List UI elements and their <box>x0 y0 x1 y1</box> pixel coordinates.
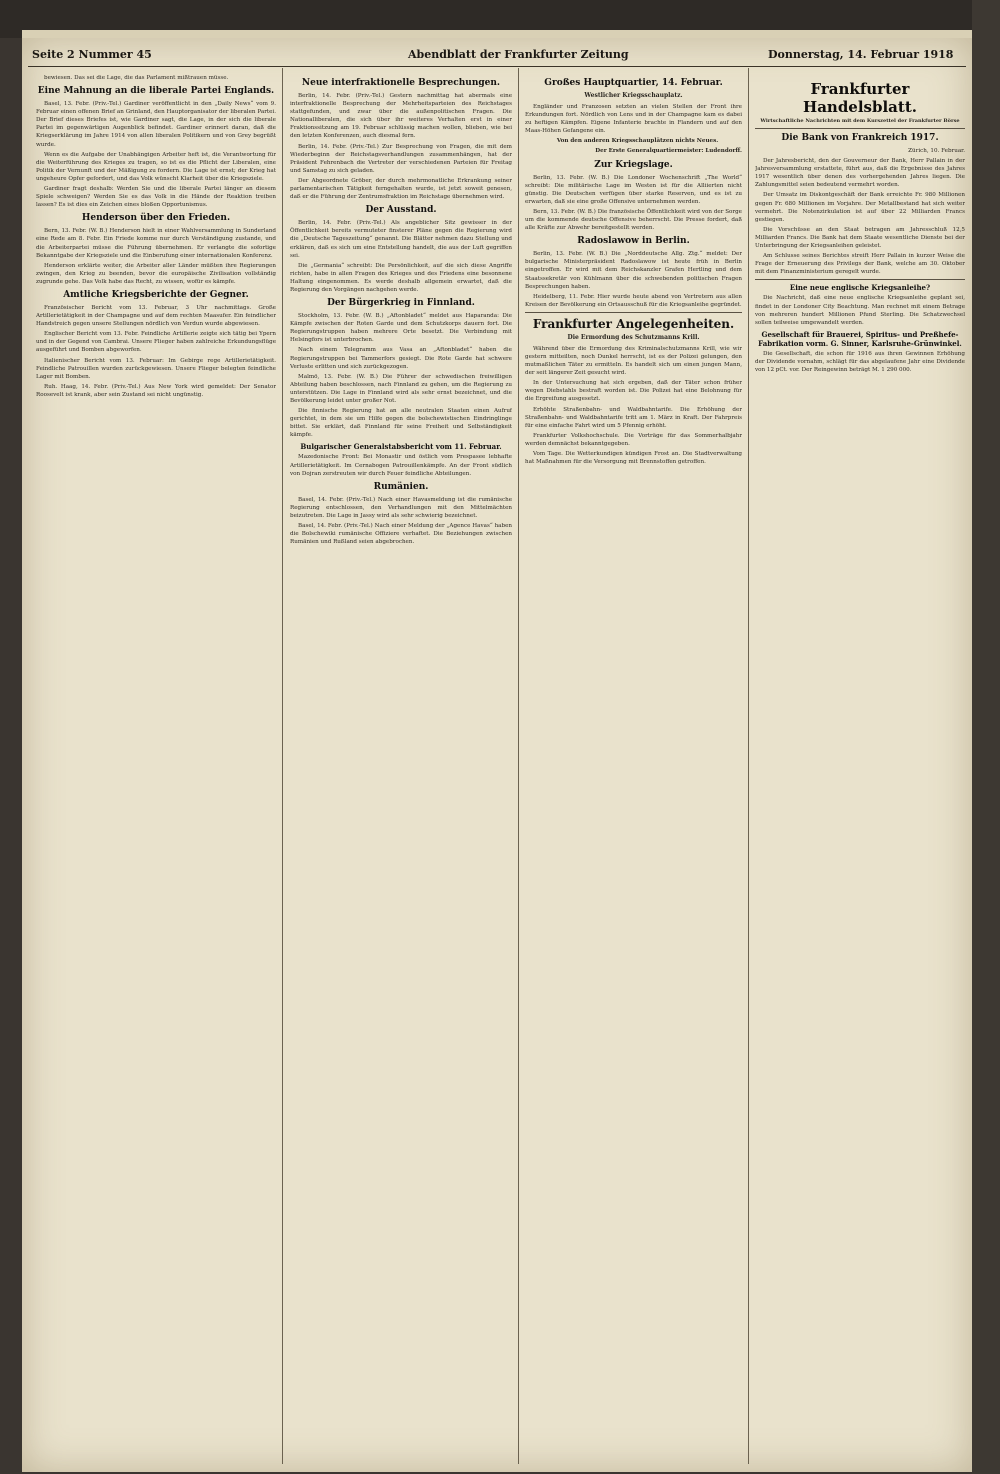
article-text: Der Abgeordnete Gröber, der durch mehrmonatliche Erkrankung seiner parlamentarischen Tätigkeit ferngehalten wurde, ist jetzt soweit genesen, daß er die Führung der Zentrumsfraktion im Reichstage übernehmen wird. <box>290 177 512 201</box>
section-subtitle: Wirtschaftliche Nachrichten mit dem Kurszettel der Frankfurter Börse <box>760 118 960 124</box>
dateline: Zürich, 10. Februar. <box>908 148 965 154</box>
article-text: Die Nachricht, daß eine neue englische Kriegsanleihe geplant sei, findet in der Londoner City Beachtung. Man rechnet mit einem Betrage von mehreren hundert Millionen Pfund Sterling. Die Schatzwechsel sollen teilweise umgewandelt werden. <box>755 295 965 326</box>
header-center: Abendblatt der Frankfurter Zeitung <box>408 48 629 61</box>
article-text: Italienischer Bericht vom 13. Februar: Im Gebirge rege Artillerietätigkeit. Feindliche Patrouillen wurden zurückgewiesen. Unsere Flieger belegten feindliche Lager mit Bomben. <box>36 357 276 380</box>
column-1 <box>36 74 276 1464</box>
article-heading: Großes Hauptquartier, 14. Februar. <box>544 78 723 88</box>
article-subheading: Westlicher Kriegsschauplatz. <box>584 92 683 99</box>
article-text: Der Umsatz im Diskontgeschäft der Bank erreichte Fr. 980 Millionen gegen Fr. 680 Millionen im Vorjahre. Der Metallbestand hat sich weiter vermehrt. Die Notenzirkulation ist auf über 22 Milliarden Francs gestiegen. <box>755 192 965 223</box>
column-separator <box>748 68 749 1464</box>
article-text: Die finnische Regierung hat an alle neutralen Staaten einen Aufruf gerichtet, in dem sie um Hilfe gegen die bolschewistischen Eindringlinge bittet. Sie erklärt, daß Finnland für seine Freiheit und Selbständigkeit kämpfe. <box>290 408 512 439</box>
article-text: Die Vorschüsse an den Staat betragen am Jahresschluß 12,5 Milliarden Francs. Die Bank hat dem Staate wesentliche Dienste bei der Unterbringung der Kriegsanleihen geleistet. <box>755 226 965 250</box>
header-left: Seite 2 Nummer 45 <box>32 48 152 61</box>
article-text: Heidelberg, 11. Febr. Hier wurde heute abend von Vertretern aus allen Kreisen der Bevölkerung ein Ortsausschuß für die Kriegsanleihe gegründet. <box>525 293 742 308</box>
divider <box>755 279 965 280</box>
column-3 <box>525 74 742 1464</box>
article-heading: Zur Kriegslage. <box>594 159 673 170</box>
article-text: Englischer Bericht vom 13. Febr. Feindliche Artillerie zeigte sich tätig bei Ypern und in der Gegend von Cambrai. Unsere Flieger haben zahlreiche Erkundungsflüge ausgeführt und Bomben abgeworfen. <box>36 331 276 354</box>
article-text: In der Untersuchung hat sich ergeben, daß der Täter schon früher wegen Diebstahls bestraft worden ist. Die Polizei hat eine Belohnung für die Ergreifung ausgesetzt. <box>525 380 742 403</box>
article-heading: Gesellschaft für Brauerei, Spiritus- und Preßhefe-Fabrikation vorm. G. Sinner, Karlsruhe-Grünwinkel. <box>758 329 962 348</box>
article-text: Am Schlusse seines Berichtes streift Herr Pallain in kurzer Weise die Frage der Erneuerung des Privilegs der Bank, welche am 30. Oktober mit dem Finanzministerium geregelt wurde. <box>755 253 965 276</box>
article-text: Mazedonische Front: Bei Monastir und östlich vom Prespasee lebhafte Artillerietätigkeit. Im Cernabogen Patrouillenkämpfe. An der Front südlich von Dojran zerstreuten wir durch Feuer feindliche Abteilungen. <box>290 454 512 477</box>
divider <box>525 312 742 313</box>
article-heading: Henderson über den Frieden. <box>81 213 231 224</box>
article-text: Stockholm, 13. Febr. (W. B.) „Aftonbladet“ meldet aus Haparanda: Die Kämpfe zwischen der Roten Garde und dem Schutzkorps dauern fort. Die Regierungstruppen haben mehrere Orte besetzt. Die Verbindung mit Helsingfors ist unterbrochen. <box>290 313 512 344</box>
article-text: Französischer Bericht vom 13. Februar, 3 Uhr nachmittags. Große Artillerietätigkeit in der Champagne und auf dem rechten Maasufer. Ein feindlicher Handstreich gegen unsere Stellungen nördlich von Verdun wurde abgewiesen. <box>36 304 276 328</box>
article-text: Basel, 13. Febr. (Priv.-Tel.) Gardiner veröffentlicht in den „Daily News“ vom 9. Februar einen offenen Brief an Grinland, den Hauptorganisator der liberalen Partei. Der Brief dieses Briefes ist, wie Gardiner sagt, die Lage, in der sich die liberale Partei im gegenwärtigen Augenblick befindet. Gardiner erinnert daran, daß die Kriegserklärung im Jahre 1914 von allen liberalen Politikern und von Grey begrüßt wurde. <box>36 101 276 148</box>
article-text: Bern, 13. Febr. (W. B.) Henderson hielt in einer Wahlversammlung in Sunderland eine Rede am 8. Febr. Ein Friede komme nur durch Verständigung zustande, und die Arbeiterpartei müsse die Führung übernehmen. Er verlangte die sofortige Bekanntgabe der Kriegsziele und die Einberufung einer internationalen Konferenz. <box>36 228 276 259</box>
article-text: bewiesen. Das sei die Lage, die das Parlament mißtrauen müsse. <box>44 75 229 81</box>
column-2 <box>290 74 512 1464</box>
article-text: Vom Tage. Die Wetterkundigen kündigen Frost an. Die Stadtverwaltung hat Maßnahmen für die Versorgung mit Brennstoffen getroffen. <box>525 451 742 466</box>
article-text: Frankfurter Volkshochschule. Die Vorträge für das Sommerhalbjahr werden demnächst bekanntgegeben. <box>525 432 742 447</box>
article-heading: Eine Mahnung an die liberale Partei Englands. <box>37 86 275 97</box>
article-text: Henderson erklärte weiter, die Arbeiter aller Länder müßten ihre Regierungen zwingen, den Krieg zu beenden, bevor die europäische Zivilisation vollständig zugrunde gehe. Das Volk habe das Recht, zu wissen, wofür es kämpfe. <box>36 262 276 285</box>
header-right: Donnerstag, 14. Februar 1918 <box>768 48 954 61</box>
scan-right-edge <box>972 0 1000 1474</box>
article-subheading: Die Ermordung des Schutzmanns Krill. <box>567 333 700 341</box>
article-text: Bern, 13. Febr. (W. B.) Die französische Öffentlichkeit wird von der Sorge um die kommende deutsche Offensive beherrscht. Die Presse fordert, daß alle Kräfte zur Abwehr bereitgestellt werden. <box>525 208 742 232</box>
article-text: Der Jahresbericht, den der Gouverneur der Bank, Herr Pallain in der Jahresversammlung erstattete, führt aus, daß die Ergebnisse des Jahres 1917 wesentlich über denen des vorhergehenden Jahres liegen. Die Zahlungsmittel seien bedeutend vermehrt worden. <box>755 158 965 189</box>
article-text: Die Gesellschaft, die schon für 1916 aus ihren Gewinnen Erhöhung der Dividende vornahm, schlägt für das abgelaufene Jahr eine Dividende von 12 pCt. vor. Der Reingewinn beträgt M. 1 290 000. <box>755 350 965 373</box>
article-heading: Radoslawow in Berlin. <box>577 236 690 247</box>
article-heading: Die Bank von Frankreich 1917. <box>781 133 939 143</box>
article-text: Von den anderen Kriegsschauplätzen nichts Neues. <box>556 138 719 145</box>
article-text: Berlin, 14. Febr. (Priv.-Tel.) Gestern nachmittag hat abermals eine interfraktionelle Besprechung der Mehrheitsparteien des Reichstages stattgefunden, und zwar über die außenpolitischen Fragen. Die Nationalliberalen, die sich über ihr weiteres Verhalten erst in einer Fraktionssitzung am 19. Februar schlüssig machen wollen, blieben, wie bei den letzten Konferenzen, auch diesmal fern. <box>290 93 512 140</box>
divider <box>755 128 965 129</box>
scan-top-edge <box>0 0 1000 38</box>
article-text: Engländer und Franzosen setzten an vielen Stellen der Front ihre Erkundungen fort. Nördlich von Lens und in der Champagne kam es dabei zu heftigen Kämpfen. Eigene Infanterie brachte in Flandern und auf den Maas-Höhen Gefangene ein. <box>525 104 742 135</box>
page-header <box>28 44 966 67</box>
section-title: Frankfurter Handelsblatt. <box>803 80 917 116</box>
article-text: Berlin, 14. Febr. (Priv.-Tel.) Zur Besprechung von Fragen, die mit dem Wiederbeginn der Reichstagsverhandlungen zusammenhängen, hat der Präsident Fehrenbach die Vertreter der verschiedenen Parteien für Freitag und Samstag zu sich geladen. <box>290 143 512 174</box>
article-text: Ruh. Haag, 14. Febr. (Priv.-Tel.) Aus New York wird gemeldet: Der Senator Roosevelt ist krank, aber sein Zustand sei nicht ungünstig. <box>36 383 276 398</box>
article-text: Berlin, 13. Febr. (W. B.) Die „Norddeutsche Allg. Ztg.“ meldet: Der bulgarische Ministerpräsident Radoslawow ist heute früh in Berlin eingetroffen. Er wird mit dem Reichskanzler Grafen Hertling und dem Staatssekretär von Kühlmann über die schwebenden politischen Fragen Besprechungen haben. <box>525 251 742 290</box>
article-heading: Rumänien. <box>373 481 429 492</box>
article-heading: Amtliche Kriegsberichte der Gegner. <box>63 289 249 300</box>
article-text: Malmö, 13. Febr. (W. B.) Die Führer der schwedischen freiwilligen Abteilung haben beschlossen, nach Finnland zu gehen, um die Regierung zu unterstützen. Die Lage in Finnland wird als sehr ernst bezeichnet, und die Bevölkerung leidet unter großer Not. <box>290 373 512 404</box>
article-heading: Eine neue englische Kriegsanleihe? <box>789 283 931 293</box>
article-heading: Frankfurter Angelegenheiten. <box>532 316 735 331</box>
article-text: Die „Germania“ schreibt: Die Persönlichkeit, auf die sich diese Angriffe richten, habe in allen Fragen des Krieges und des Friedens eine besonnene Haltung eingenommen. Es werde deshalb allgemein erwartet, daß die Regierung den Vorgängen nachgehen werde. <box>290 262 512 293</box>
column-separator <box>518 68 519 1464</box>
column-separator <box>282 68 283 1464</box>
column-4 <box>755 74 965 1464</box>
article-text: Erhöhte Straßenbahn- und Waldbahntarife. Die Erhöhung der Straßenbahn- und Waldbahntarife tritt am 1. März in Kraft. Der Fahrpreis für eine einfache Fahrt wird um 5 Pfennig erhöht. <box>525 406 742 429</box>
article-heading: Der Bürgerkrieg in Finnland. <box>327 298 475 309</box>
article-text: Berlin, 14. Febr. (Priv.-Tel.) Als angeblicher Sitz gewisser in der Öffentlichkeit bereits vermuteter finsterer Pläne gegen die Regierung wird die „Deutsche Tageszeitung“ genannt. Die Blätter nehmen dazu Stellung und erklären, daß es sich um eine Entstellung handelt, die aus der Luft gegriffen sei. <box>290 220 512 259</box>
article-text: Berlin, 13. Febr. (W. B.) Die Londoner Wochenschrift „The World“ schreibt: Die militärische Lage im Westen ist für die Alliierten nicht günstig. Die Deutschen verfügen über starke Reserven, und es ist zu erwarten, daß sie eine große Offensive unternehmen werden. <box>525 174 742 205</box>
newspaper-page <box>22 38 972 1472</box>
article-text: Der Erste Generalquartiermeister: Ludendorff. <box>595 148 742 155</box>
article-heading: Der Ausstand. <box>365 205 437 216</box>
article-text: Basel, 14. Febr. (Priv.-Tel.) Nach einer Havasmeldung ist die rumänische Regierung entschlossen, den Verhandlungen mit den Mittelmächten beizutreten. Die Lage in Jassy wird als sehr schwierig bezeichnet. <box>290 496 512 519</box>
article-heading: Neue interfraktionelle Besprechungen. <box>301 78 501 88</box>
article-text: Nach einem Telegramm aus Vasa an „Aftonbladet“ haben die Regierungstruppen bei Tammerfors gesiegt. Die Rote Garde hat schwere Verluste erlitten und sich zurückgezogen. <box>290 347 512 370</box>
article-text: Gardiner fragt deshalb: Werden Sie und die liberale Partei länger an diesem Spiele schweigen? Werden Sie es das Volk in die Hände der Reaktion treiben lassen? Es ist dies ein Zeichen eines bloßen Opportunismus. <box>36 186 276 209</box>
article-heading: Bulgarischer Generalstabsbericht vom 11. Februar. <box>300 442 502 452</box>
article-text: Wenn es die Aufgabe der Unabhängigen Arbeiter heft ist, die Verantwortung für die Weiterführung des Krieges zu tragen, so ist es die Pflicht der Liberalen, eine Politik der Vernunft und der Mäßigung zu fordern. Die Lage ist ernst; der Krieg hat ungeheure Opfer gefordert, und das Volk wünscht Klarheit über die Kriegsziele. <box>36 151 276 182</box>
article-text: Basel, 14. Febr. (Priv.-Tel.) Nach einer Meldung der „Agence Havas“ haben die Bolschewiki rumänische Offiziere verhaftet. Die Beziehungen zwischen Rumänien und Rußland seien abgebrochen. <box>290 523 512 546</box>
article-text: Während über die Ermordung des Kriminalschutzmanns Krill, wie wir gestern mitteilten, noch Dunkel herrscht, ist es der Polizei gelungen, den mutmaßlichen Täter zu ermitteln. Es handelt sich um einen jungen Mann, der seit längerer Zeit gesucht wird. <box>525 345 742 377</box>
